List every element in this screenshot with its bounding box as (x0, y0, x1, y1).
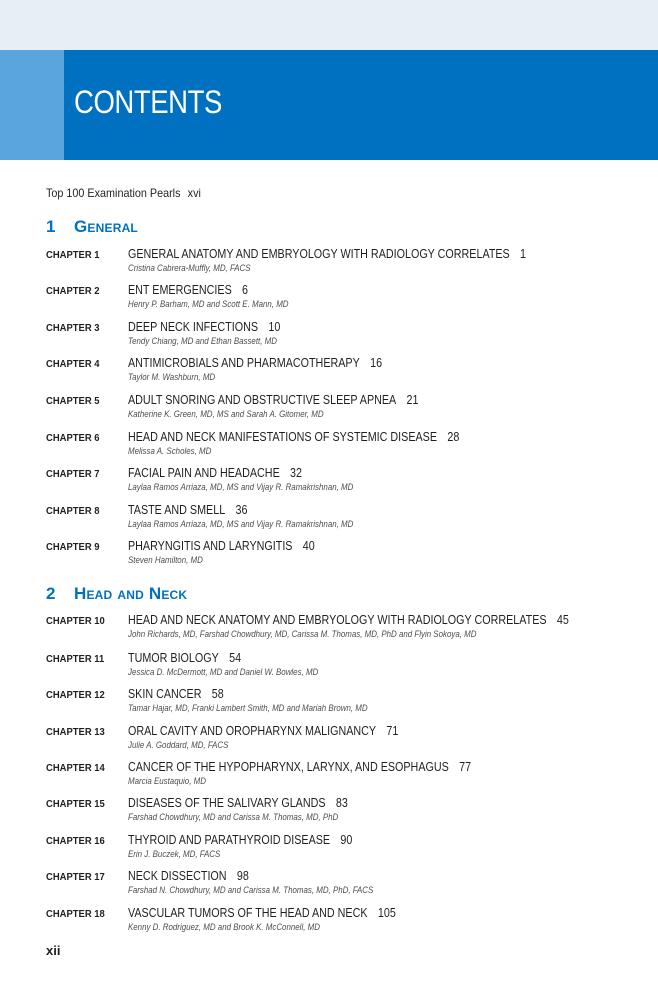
chapter-page: 54 (229, 651, 242, 665)
chapter-page: 105 (377, 906, 396, 920)
chapter-entry[interactable] (46, 247, 646, 279)
chapter-entry[interactable] (46, 833, 646, 865)
pearls-title: Top 100 Examination Pearls (46, 186, 181, 200)
chapter-page: 77 (459, 760, 472, 774)
chapter-label: CHAPTER 6 (46, 432, 100, 444)
chapter-title-text: GENERAL ANATOMY AND EMBRYOLOGY WITH RADIOLOGY CORRELATES (128, 247, 510, 261)
chapter-authors: Kenny D. Rodriguez, MD and Brook K. McConnell, MD (128, 922, 320, 932)
chapter-title-text: DISEASES OF THE SALIVARY GLANDS (128, 796, 326, 810)
chapter-label: CHAPTER 15 (46, 798, 105, 810)
chapter-entry[interactable] (46, 760, 646, 792)
chapter-entry[interactable] (46, 539, 646, 571)
chapter-label: CHAPTER 18 (46, 908, 105, 920)
chapter-page: 6 (242, 283, 249, 297)
section-heading (46, 584, 187, 604)
chapter-title-text: VASCULAR TUMORS OF THE HEAD AND NECK (128, 906, 368, 920)
chapter-entry[interactable] (46, 283, 646, 315)
chapter-title (128, 356, 382, 370)
chapter-title (128, 393, 419, 407)
chapter-label: CHAPTER 13 (46, 726, 105, 738)
page-number: xii (46, 943, 61, 958)
chapter-entry[interactable] (46, 466, 646, 498)
chapter-title-text: DEEP NECK INFECTIONS (128, 320, 259, 334)
chapter-title (128, 869, 249, 883)
chapter-title (128, 760, 471, 774)
chapter-entry[interactable] (46, 503, 646, 535)
section-title: Head and Neck (74, 584, 188, 603)
chapter-page: 71 (386, 724, 399, 738)
chapter-authors: Tamar Hajar, MD, Franki Lambert Smith, MD and Mariah Brown, MD (128, 703, 368, 713)
chapter-page: 83 (335, 796, 348, 810)
chapter-title (128, 613, 569, 627)
chapter-authors: Julie A. Goddard, MD, FACS (128, 740, 229, 750)
chapter-label: CHAPTER 16 (46, 835, 105, 847)
chapter-title (128, 283, 248, 297)
chapter-title-text: THYROID AND PARATHYROID DISEASE (128, 833, 331, 847)
chapter-title-text: TASTE AND SMELL (128, 503, 226, 517)
chapter-label: CHAPTER 17 (46, 871, 105, 883)
page-title: CONTENTS (74, 84, 222, 120)
chapter-entry[interactable] (46, 320, 646, 352)
chapter-entry[interactable] (46, 430, 646, 462)
banner-accent (0, 50, 64, 160)
chapter-page: 21 (406, 393, 419, 407)
chapter-entry[interactable] (46, 356, 646, 388)
chapter-label: CHAPTER 7 (46, 468, 100, 480)
chapter-title-text: TUMOR BIOLOGY (128, 651, 219, 665)
chapter-page: 36 (235, 503, 248, 517)
section-number: 1 (46, 217, 56, 236)
section-title: General (74, 217, 138, 236)
chapter-page: 58 (211, 687, 224, 701)
chapter-label: CHAPTER 4 (46, 358, 100, 370)
chapter-authors: Erin J. Buczek, MD, FACS (128, 849, 221, 859)
chapter-authors: Marcia Eustaquio, MD (128, 776, 206, 786)
chapter-title-text: CANCER OF THE HYPOPHARYNX, LARYNX, AND ESOPHAGUS (128, 760, 449, 774)
chapter-title (128, 687, 224, 701)
chapter-page: 90 (340, 833, 353, 847)
chapter-authors: John Richards, MD, Farshad Chowdhury, MD, Carissa M. Thomas, MD, PhD and Flyin Sokoya, MD (128, 629, 477, 639)
chapter-entry[interactable] (46, 906, 646, 938)
chapter-title-text: HEAD AND NECK MANIFESTATIONS OF SYSTEMIC DISEASE (128, 430, 438, 444)
chapter-page: 10 (268, 320, 281, 334)
chapter-label: CHAPTER 2 (46, 285, 100, 297)
chapter-authors: Farshad Chowdhury, MD and Carissa M. Thomas, MD, PhD (128, 812, 339, 822)
chapter-label: CHAPTER 10 (46, 615, 105, 627)
chapter-page: 45 (556, 613, 569, 627)
chapter-label: CHAPTER 11 (46, 653, 105, 665)
chapter-title (128, 651, 241, 665)
chapter-title-text: SKIN CANCER (128, 687, 202, 701)
chapter-title (128, 833, 352, 847)
chapter-title-text: ADULT SNORING AND OBSTRUCTIVE SLEEP APNEA (128, 393, 397, 407)
chapter-authors: Henry P. Barham, MD and Scott E. Mann, MD (128, 299, 289, 309)
chapter-authors: Tendy Chiang, MD and Ethan Bassett, MD (128, 336, 277, 346)
chapter-authors: Melissa A. Scholes, MD (128, 446, 212, 456)
chapter-title-text: ORAL CAVITY AND OROPHARYNX MALIGNANCY (128, 724, 377, 738)
chapter-title (128, 503, 247, 517)
chapter-page: 1 (520, 247, 527, 261)
chapter-entry[interactable] (46, 724, 646, 756)
chapter-title (128, 430, 459, 444)
page-top-strip (0, 0, 658, 50)
chapter-page: 16 (370, 356, 383, 370)
section-heading (46, 217, 138, 237)
chapter-entry[interactable] (46, 687, 646, 719)
chapter-entry[interactable] (46, 393, 646, 425)
chapter-title-text: FACIAL PAIN AND HEADACHE (128, 466, 280, 480)
section-number: 2 (46, 584, 56, 603)
chapter-authors: Jessica D. McDermott, MD and Daniel W. Bowles, MD (128, 667, 319, 677)
chapter-label: CHAPTER 12 (46, 689, 105, 701)
chapter-entry[interactable] (46, 651, 646, 683)
chapter-label: CHAPTER 8 (46, 505, 100, 517)
chapter-entry[interactable] (46, 613, 646, 645)
chapter-label: CHAPTER 5 (46, 395, 100, 407)
chapter-title (128, 320, 280, 334)
chapter-page: 32 (290, 466, 303, 480)
chapter-title (128, 906, 396, 920)
chapter-title-text: NECK DISSECTION (128, 869, 227, 883)
chapter-title (128, 539, 315, 553)
pearls-page: xvi (187, 186, 201, 200)
chapter-title (128, 466, 302, 480)
chapter-page: 28 (447, 430, 460, 444)
chapter-authors: Steven Hamilton, MD (128, 555, 203, 565)
chapter-title (128, 724, 398, 738)
pearls-entry (46, 186, 201, 200)
chapter-authors: Laylaa Ramos Arriaza, MD, MS and Vijay R. Ramakrishnan, MD (128, 519, 354, 529)
chapter-title-text: HEAD AND NECK ANATOMY AND EMBRYOLOGY WITH RADIOLOGY CORRELATES (128, 613, 547, 627)
chapter-entry[interactable] (46, 869, 646, 901)
chapter-authors: Katherine K. Green, MD, MS and Sarah A. Gitomer, MD (128, 409, 324, 419)
chapter-title (128, 796, 348, 810)
chapter-authors: Taylor M. Washburn, MD (128, 372, 216, 382)
chapter-title-text: ANTIMICROBIALS AND PHARMACOTHERAPY (128, 356, 360, 370)
chapter-title-text: PHARYNGITIS AND LARYNGITIS (128, 539, 293, 553)
chapter-page: 40 (302, 539, 315, 553)
chapter-authors: Cristina Cabrera-Muffly, MD, FACS (128, 263, 251, 273)
chapter-label: CHAPTER 9 (46, 541, 100, 553)
chapter-page: 98 (236, 869, 249, 883)
chapter-title-text: ENT EMERGENCIES (128, 283, 232, 297)
chapter-authors: Farshad N. Chowdhury, MD and Carissa M. Thomas, MD, PhD, FACS (128, 885, 374, 895)
chapter-label: CHAPTER 1 (46, 249, 100, 261)
chapter-label: CHAPTER 3 (46, 322, 100, 334)
chapter-title (128, 247, 526, 261)
chapter-authors: Laylaa Ramos Arriaza, MD, MS and Vijay R. Ramakrishnan, MD (128, 482, 354, 492)
chapter-entry[interactable] (46, 796, 646, 828)
chapter-label: CHAPTER 14 (46, 762, 105, 774)
